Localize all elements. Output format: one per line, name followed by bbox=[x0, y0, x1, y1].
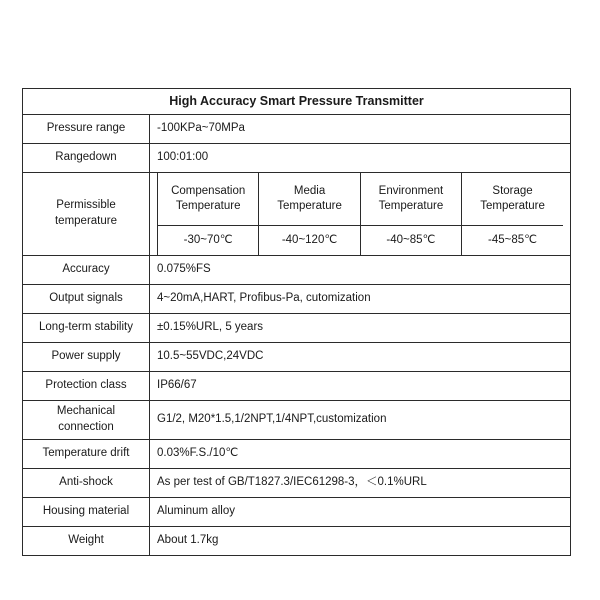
row-value-power-supply: 10.5~55VDC,24VDC bbox=[150, 343, 571, 372]
temperature-value-environment: -40~85℃ bbox=[360, 226, 461, 256]
table-row bbox=[23, 256, 571, 285]
row-value-accuracy: 0.075%FS bbox=[150, 256, 571, 285]
row-value-rangedown: 100:01:00 bbox=[150, 144, 571, 173]
row-value-anti-shock: As per test of GB/T1827.3/IEC61298-3，＜0.1%URL bbox=[150, 469, 571, 498]
row-value-long-term-stability: ±0.15%URL, 5 years bbox=[150, 314, 571, 343]
table-row bbox=[23, 372, 571, 401]
table-row bbox=[23, 498, 571, 527]
row-value-temperature-drift: 0.03%F.S./10℃ bbox=[150, 440, 571, 469]
temperature-header-media: Media Temperature bbox=[259, 173, 360, 226]
row-label-mechanical-connection: Mechanical connection bbox=[23, 401, 150, 440]
row-label-rangedown: Rangedown bbox=[23, 144, 150, 173]
row-value-weight: About 1.7kg bbox=[150, 527, 571, 556]
temperature-header-storage: Storage Temperature bbox=[462, 173, 563, 226]
table-row-permissible-temperature bbox=[23, 173, 571, 256]
row-label-power-supply: Power supply bbox=[23, 343, 150, 372]
specification-table bbox=[22, 88, 571, 556]
temperature-header-environment: Environment Temperature bbox=[360, 173, 461, 226]
table-row bbox=[23, 144, 571, 173]
row-value-output-signals: 4~20mA,HART, Profibus-Pa, cutomization bbox=[150, 285, 571, 314]
row-value-housing-material: Aluminum alloy bbox=[150, 498, 571, 527]
temperature-value-storage: -45~85℃ bbox=[462, 226, 563, 256]
row-label-accuracy: Accuracy bbox=[23, 256, 150, 285]
table-row bbox=[23, 401, 571, 440]
table-row bbox=[23, 440, 571, 469]
temperature-header-row bbox=[158, 173, 564, 226]
temperature-subtable bbox=[157, 173, 563, 255]
row-label-housing-material: Housing material bbox=[23, 498, 150, 527]
table-row bbox=[23, 527, 571, 556]
row-label-protection-class: Protection class bbox=[23, 372, 150, 401]
row-label-long-term-stability: Long-term stability bbox=[23, 314, 150, 343]
row-value-mechanical-connection: G1/2, M20*1.5,1/2NPT,1/4NPT,customization bbox=[150, 401, 571, 440]
table-title-row bbox=[23, 89, 571, 115]
row-label-output-signals: Output signals bbox=[23, 285, 150, 314]
table-row bbox=[23, 115, 571, 144]
temperature-value-compensation: -30~70℃ bbox=[158, 226, 259, 256]
temperature-subtable-host bbox=[150, 173, 571, 256]
specification-table-container bbox=[22, 88, 570, 556]
row-label-weight: Weight bbox=[23, 527, 150, 556]
temperature-value-media: -40~120℃ bbox=[259, 226, 360, 256]
row-label-anti-shock: Anti-shock bbox=[23, 469, 150, 498]
temperature-value-row bbox=[158, 226, 564, 256]
table-row bbox=[23, 314, 571, 343]
row-label-permissible-temperature: Permissible temperature bbox=[23, 173, 150, 256]
table-row bbox=[23, 285, 571, 314]
row-label-temperature-drift: Temperature drift bbox=[23, 440, 150, 469]
row-label-pressure-range: Pressure range bbox=[23, 115, 150, 144]
row-value-pressure-range: -100KPa~70MPa bbox=[150, 115, 571, 144]
row-value-protection-class: IP66/67 bbox=[150, 372, 571, 401]
table-row bbox=[23, 469, 571, 498]
page-title: High Accuracy Smart Pressure Transmitter bbox=[23, 89, 571, 115]
table-row bbox=[23, 343, 571, 372]
temperature-header-compensation: Compensation Temperature bbox=[158, 173, 259, 226]
